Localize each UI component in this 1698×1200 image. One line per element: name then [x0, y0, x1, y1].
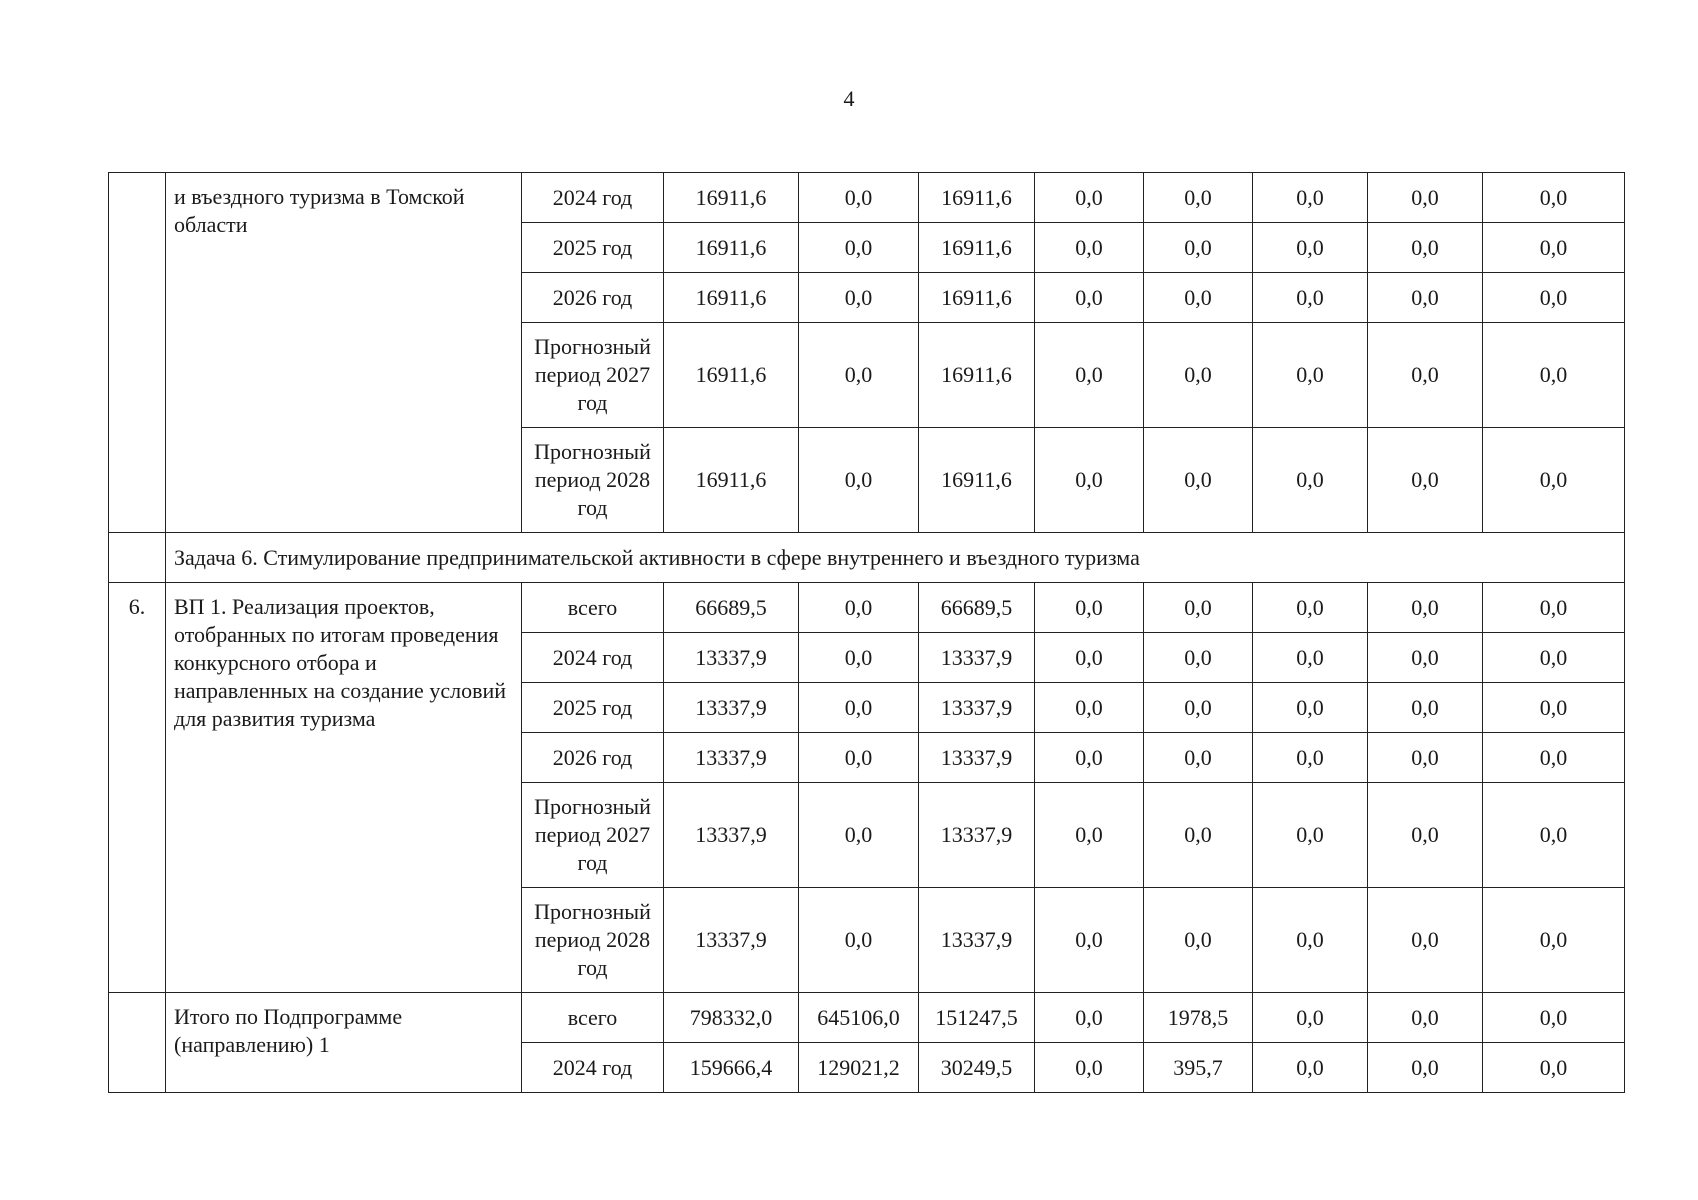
value-cell: 0,0	[1483, 583, 1625, 633]
value-cell: 66689,5	[919, 583, 1035, 633]
value-cell: 151247,5	[919, 993, 1035, 1043]
period-cell: Прогнозный период 2027 год	[522, 783, 664, 888]
value-cell: 0,0	[1368, 888, 1483, 993]
value-cell: 0,0	[1368, 273, 1483, 323]
value-cell: 0,0	[1368, 993, 1483, 1043]
value-cell: 0,0	[799, 888, 919, 993]
value-cell: 159666,4	[664, 1043, 799, 1093]
value-cell: 0,0	[1483, 1043, 1625, 1093]
task-row	[109, 533, 1625, 583]
value-cell: 0,0	[1035, 733, 1144, 783]
value-cell: 0,0	[1035, 583, 1144, 633]
value-cell: 13337,9	[664, 633, 799, 683]
value-cell: 0,0	[1483, 888, 1625, 993]
value-cell: 645106,0	[799, 993, 919, 1043]
value-cell: 0,0	[1253, 783, 1368, 888]
value-cell: 0,0	[1483, 428, 1625, 533]
value-cell: 13337,9	[919, 888, 1035, 993]
value-cell: 0,0	[1368, 633, 1483, 683]
value-cell: 0,0	[1483, 993, 1625, 1043]
value-cell: 66689,5	[664, 583, 799, 633]
value-cell: 0,0	[1368, 173, 1483, 223]
value-cell: 0,0	[1253, 273, 1368, 323]
value-cell: 0,0	[1144, 323, 1253, 428]
value-cell: 0,0	[1035, 428, 1144, 533]
value-cell: 798332,0	[664, 993, 799, 1043]
value-cell: 0,0	[1483, 683, 1625, 733]
value-cell: 0,0	[1035, 223, 1144, 273]
value-cell: 0,0	[1253, 633, 1368, 683]
value-cell: 0,0	[1368, 583, 1483, 633]
value-cell: 16911,6	[919, 323, 1035, 428]
activity-name-cell: ВП 1. Реализация проектов, отобранных по итогам проведения конкурсного отбора и направленных на создание условий для развития туризма	[166, 583, 522, 993]
value-cell: 0,0	[1483, 173, 1625, 223]
value-cell: 0,0	[1483, 273, 1625, 323]
value-cell: 0,0	[1253, 223, 1368, 273]
value-cell: 0,0	[1144, 683, 1253, 733]
value-cell: 1978,5	[1144, 993, 1253, 1043]
period-cell: 2025 год	[522, 683, 664, 733]
value-cell: 0,0	[1253, 683, 1368, 733]
value-cell: 30249,5	[919, 1043, 1035, 1093]
table-row	[109, 173, 1625, 223]
value-cell: 16911,6	[919, 428, 1035, 533]
value-cell: 0,0	[799, 783, 919, 888]
value-cell: 0,0	[1253, 428, 1368, 533]
value-cell: 0,0	[1144, 783, 1253, 888]
value-cell: 0,0	[1368, 223, 1483, 273]
value-cell: 16911,6	[664, 273, 799, 323]
value-cell: 0,0	[799, 428, 919, 533]
value-cell: 0,0	[1253, 583, 1368, 633]
task-title-cell: Задача 6. Стимулирование предпринимательской активности в сфере внутреннего и въездного туризма	[166, 533, 1625, 583]
value-cell: 13337,9	[664, 888, 799, 993]
value-cell: 0,0	[1253, 323, 1368, 428]
value-cell: 13337,9	[664, 683, 799, 733]
value-cell: 129021,2	[799, 1043, 919, 1093]
value-cell: 13337,9	[664, 733, 799, 783]
value-cell: 0,0	[1035, 1043, 1144, 1093]
value-cell: 13337,9	[919, 733, 1035, 783]
period-cell: всего	[522, 583, 664, 633]
value-cell: 0,0	[1035, 173, 1144, 223]
value-cell: 0,0	[1483, 223, 1625, 273]
value-cell: 0,0	[1144, 633, 1253, 683]
value-cell: 13337,9	[664, 783, 799, 888]
value-cell: 0,0	[1368, 1043, 1483, 1093]
value-cell: 0,0	[1035, 273, 1144, 323]
value-cell: 0,0	[799, 633, 919, 683]
value-cell: 0,0	[799, 223, 919, 273]
value-cell: 16911,6	[664, 323, 799, 428]
value-cell: 0,0	[1368, 428, 1483, 533]
value-cell: 0,0	[1144, 733, 1253, 783]
value-cell: 0,0	[799, 273, 919, 323]
value-cell: 0,0	[799, 583, 919, 633]
period-cell: 2026 год	[522, 733, 664, 783]
value-cell: 0,0	[1483, 323, 1625, 428]
value-cell: 0,0	[1035, 323, 1144, 428]
row-number-cell	[109, 993, 166, 1093]
value-cell: 0,0	[1483, 733, 1625, 783]
value-cell: 0,0	[1035, 993, 1144, 1043]
value-cell: 16911,6	[919, 173, 1035, 223]
value-cell: 0,0	[1253, 173, 1368, 223]
activity-name-cell: Итого по Подпрограмме (направлению) 1	[166, 993, 522, 1093]
value-cell: 13337,9	[919, 633, 1035, 683]
value-cell: 0,0	[1035, 683, 1144, 733]
value-cell: 13337,9	[919, 783, 1035, 888]
value-cell: 0,0	[1144, 223, 1253, 273]
value-cell: 0,0	[1035, 888, 1144, 993]
period-cell: 2025 год	[522, 223, 664, 273]
value-cell: 0,0	[799, 173, 919, 223]
value-cell: 0,0	[1253, 888, 1368, 993]
row-number-cell	[109, 533, 166, 583]
period-cell: 2026 год	[522, 273, 664, 323]
row-number-cell: 6.	[109, 583, 166, 993]
period-cell: всего	[522, 993, 664, 1043]
row-number-cell	[109, 173, 166, 533]
value-cell: 0,0	[1483, 633, 1625, 683]
value-cell: 0,0	[1035, 783, 1144, 888]
page-number: 4	[843, 86, 855, 111]
table-row	[109, 993, 1625, 1043]
value-cell: 16911,6	[664, 223, 799, 273]
value-cell: 16911,6	[919, 223, 1035, 273]
value-cell: 0,0	[1253, 1043, 1368, 1093]
value-cell: 0,0	[1368, 733, 1483, 783]
value-cell: 0,0	[1144, 428, 1253, 533]
value-cell: 0,0	[1368, 783, 1483, 888]
value-cell: 16911,6	[664, 173, 799, 223]
table-row	[109, 583, 1625, 633]
value-cell: 0,0	[799, 323, 919, 428]
value-cell: 0,0	[1368, 323, 1483, 428]
value-cell: 0,0	[1144, 173, 1253, 223]
value-cell: 0,0	[1253, 993, 1368, 1043]
value-cell: 16911,6	[919, 273, 1035, 323]
value-cell: 395,7	[1144, 1043, 1253, 1093]
period-cell: 2024 год	[522, 1043, 664, 1093]
value-cell: 0,0	[799, 733, 919, 783]
value-cell: 16911,6	[664, 428, 799, 533]
period-cell: Прогнозный период 2028 год	[522, 888, 664, 993]
value-cell: 0,0	[799, 683, 919, 733]
value-cell: 0,0	[1368, 683, 1483, 733]
value-cell: 13337,9	[919, 683, 1035, 733]
period-cell: 2024 год	[522, 633, 664, 683]
period-cell: Прогнозный период 2028 год	[522, 428, 664, 533]
value-cell: 0,0	[1144, 273, 1253, 323]
value-cell: 0,0	[1144, 888, 1253, 993]
value-cell: 0,0	[1253, 733, 1368, 783]
value-cell: 0,0	[1144, 583, 1253, 633]
value-cell: 0,0	[1483, 783, 1625, 888]
value-cell: 0,0	[1035, 633, 1144, 683]
budget-table	[108, 172, 1625, 1093]
activity-name-cell: и въездного туризма в Томской области	[166, 173, 522, 533]
period-cell: Прогнозный период 2027 год	[522, 323, 664, 428]
period-cell: 2024 год	[522, 173, 664, 223]
